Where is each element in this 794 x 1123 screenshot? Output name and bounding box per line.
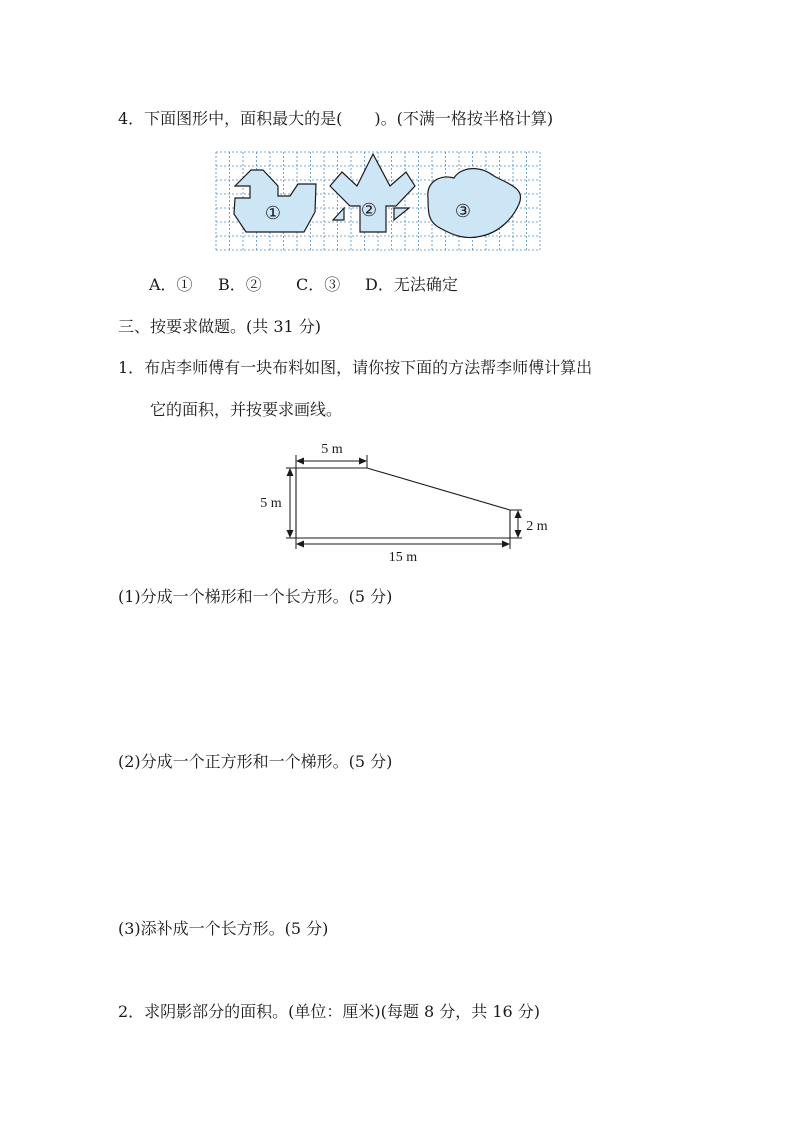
shape-label-3: ③ (454, 201, 472, 222)
question-1-line-1: 1．布店李师傅有一块布料如图，请你按下面的方法帮李师傅计算出 (118, 358, 593, 377)
part-3-text: (3)添补成一个长方形。(5 分) (118, 919, 329, 938)
option-a[interactable]: A．① (149, 275, 193, 294)
part-2-text: (2)分成一个正方形和一个梯形。(5 分) (118, 752, 393, 771)
shape-label-1: ① (264, 203, 282, 224)
tree-right-branch (394, 208, 409, 220)
shape-label-2: ② (360, 200, 378, 221)
part-1-text: (1)分成一个梯形和一个长方形。(5 分) (118, 587, 393, 606)
question-2-text: 2．求阴影部分的面积。(单位：厘米)(每题 8 分，共 16 分) (118, 1002, 541, 1021)
label-right-height: 2 m (526, 519, 548, 534)
label-bottom-width: 15 m (388, 550, 418, 565)
label-left-height: 5 m (260, 496, 282, 511)
option-c[interactable]: C．③ (296, 275, 341, 294)
section-3-heading: 三、按要求做题。(共 31 分) (118, 317, 322, 336)
grid-figure (216, 152, 540, 252)
blob-shape (428, 169, 521, 238)
option-b[interactable]: B．② (218, 275, 262, 294)
option-d[interactable]: D．无法确定 (365, 275, 458, 294)
label-top-width: 5 m (321, 442, 343, 457)
tree-left-branch (333, 208, 344, 220)
cloth-shape (296, 468, 510, 538)
question-1-line-2: 它的面积，并按要求画线。 (150, 400, 343, 419)
cloth-figure (250, 435, 570, 565)
question-4-text: 4．下面图形中，面积最大的是( )。(不满一格按半格计算) (118, 109, 554, 128)
